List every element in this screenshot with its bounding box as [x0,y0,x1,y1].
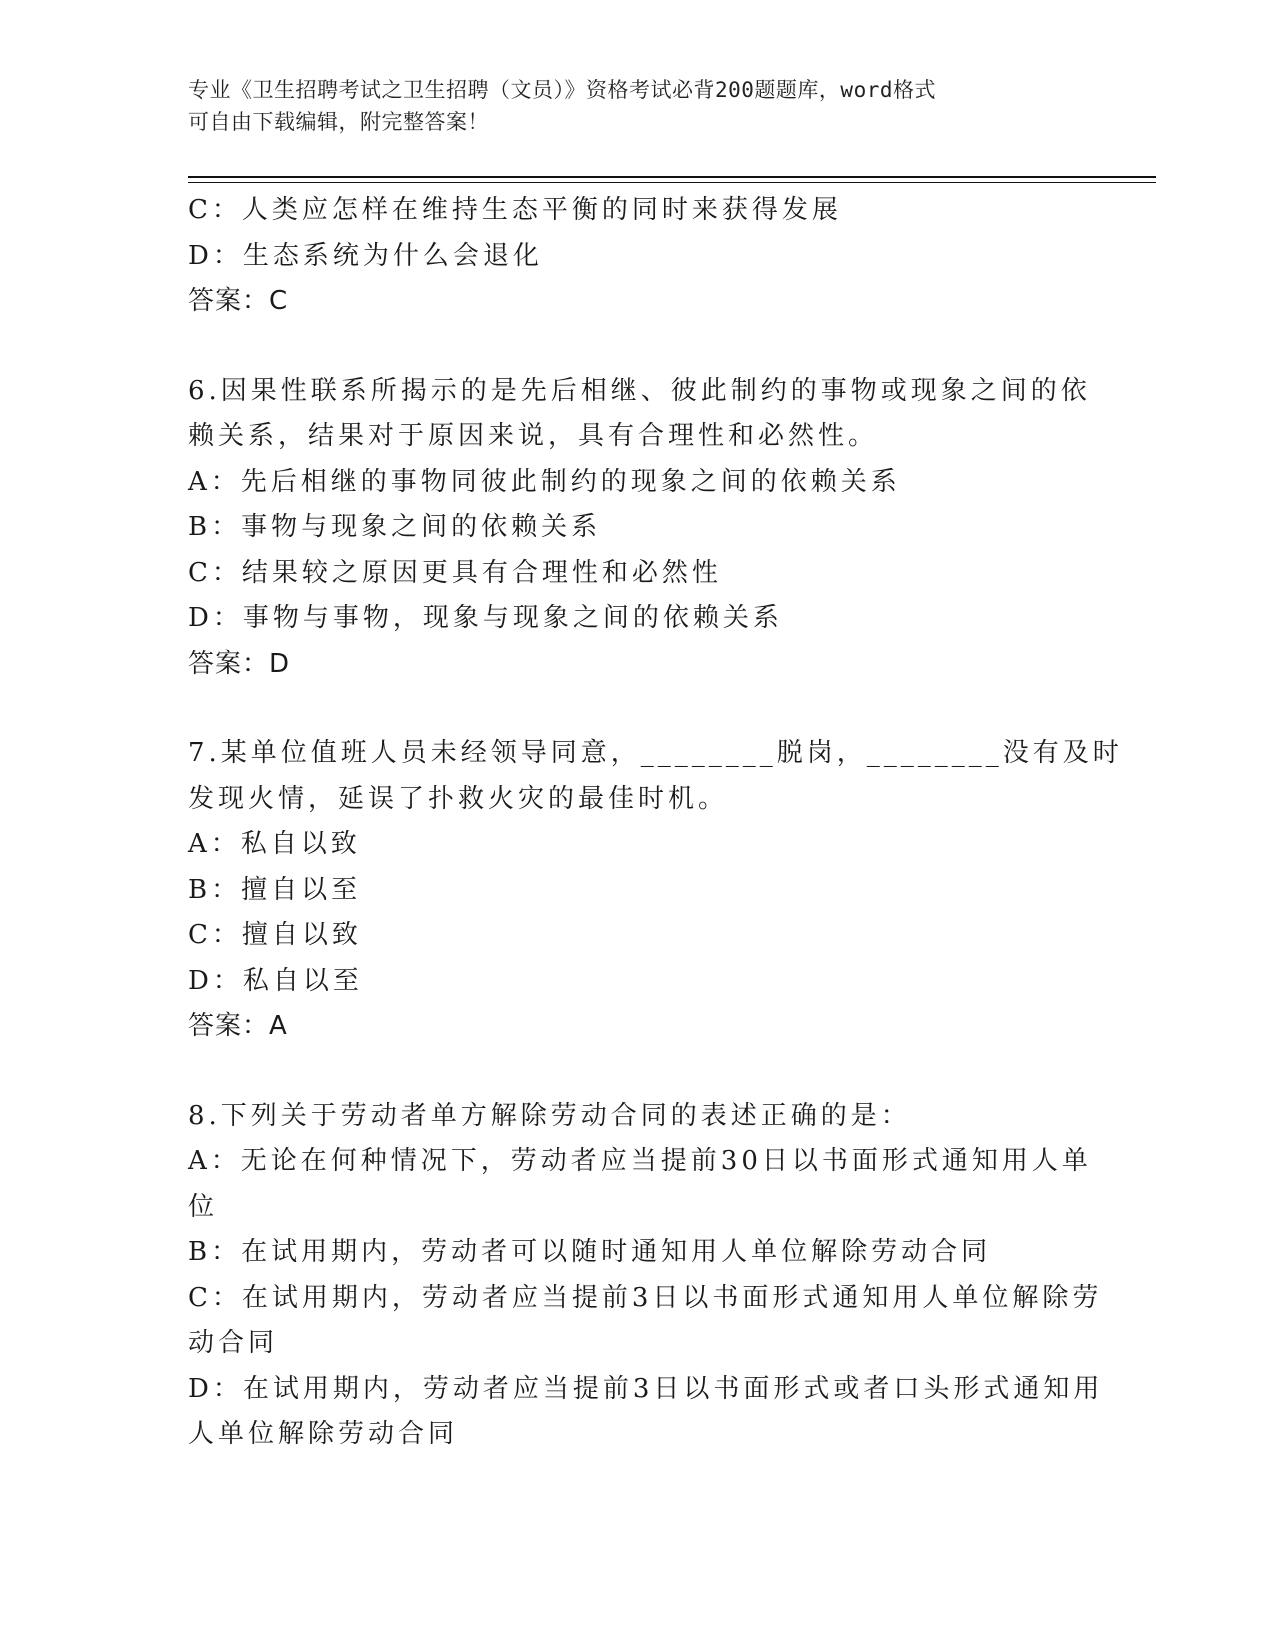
question-6 [188,369,1091,688]
q7-stem-line-2: 发现火情，延误了扑救火灾的最佳时机。 [188,783,729,814]
question-8 [188,1094,1104,1458]
header-rule-thick [188,176,1156,178]
q6-option-c: C：结果较之原因更具有合理性和必然性 [188,557,722,588]
q5-answer: 答案：C [188,286,289,316]
q7-option-d: D：私自以至 [188,965,363,996]
q6-option-a: A：先后相继的事物同彼此制约的现象之间的依赖关系 [188,466,901,497]
q8-option-d-line-1: D：在试用期内，劳动者应当提前3日以书面形式或者口头形式通知用 [188,1373,1104,1404]
q6-answer: 答案：D [188,648,291,679]
q8-option-c-line-1: C：在试用期内，劳动者应当提前3日以书面形式通知用人单位解除劳 [188,1282,1103,1313]
header-line-1: 专业《卫生招聘考试之卫生招聘（文员）》资格考试必背200题题库，word格式 [188,78,936,102]
q8-option-b: B：在试用期内，劳动者可以随时通知用人单位解除劳动合同 [188,1237,992,1267]
q7-stem-line-1: 7.某单位值班人员未经领导同意，________脱岗，________没有及时 [188,738,1123,768]
q6-option-d: D：事物与事物，现象与现象之间的依赖关系 [188,603,783,633]
q5-option-c: C：人类应怎样在维持生态平衡的同时来获得发展 [188,195,842,225]
question-list [188,188,1123,1458]
q8-stem: 8.下列关于劳动者单方解除劳动合同的表述正确的是： [188,1100,911,1131]
spacer [188,325,1078,369]
q7-option-a: A：私自以致 [188,829,361,859]
q5-option-d: D：生态系统为什么会退化 [188,240,543,271]
spacer [188,687,1078,731]
page-header [188,74,1068,138]
q6-option-b: B：事物与现象之间的依赖关系 [188,512,602,542]
q8-option-a-line-2: 位 [188,1191,219,1222]
spacer [188,1050,1078,1094]
question-5 [188,188,1078,325]
q7-option-b: B：擅自以至 [188,874,362,905]
q7-option-c: C：擅自以致 [188,920,362,950]
q6-stem-line-2: 赖关系，结果对于原因来说，具有合理性和必然性。 [188,421,879,451]
q8-option-a-line-1: A：无论在何种情况下，劳动者应当提前30日以书面形式通知用人单 [188,1146,1092,1176]
header-rule-thin [188,182,1156,183]
q7-answer: 答案：A [188,1011,288,1041]
question-7 [188,731,1123,1050]
q8-option-d-line-2: 人单位解除劳动合同 [188,1419,459,1449]
q6-stem-line-1: 6.因果性联系所揭示的是先后相继、彼此制约的事物或现象之间的依 [188,375,1091,406]
header-line-2: 可自由下载编辑，附完整答案！ [188,110,489,134]
q8-option-c-line-2: 动合同 [188,1328,279,1358]
